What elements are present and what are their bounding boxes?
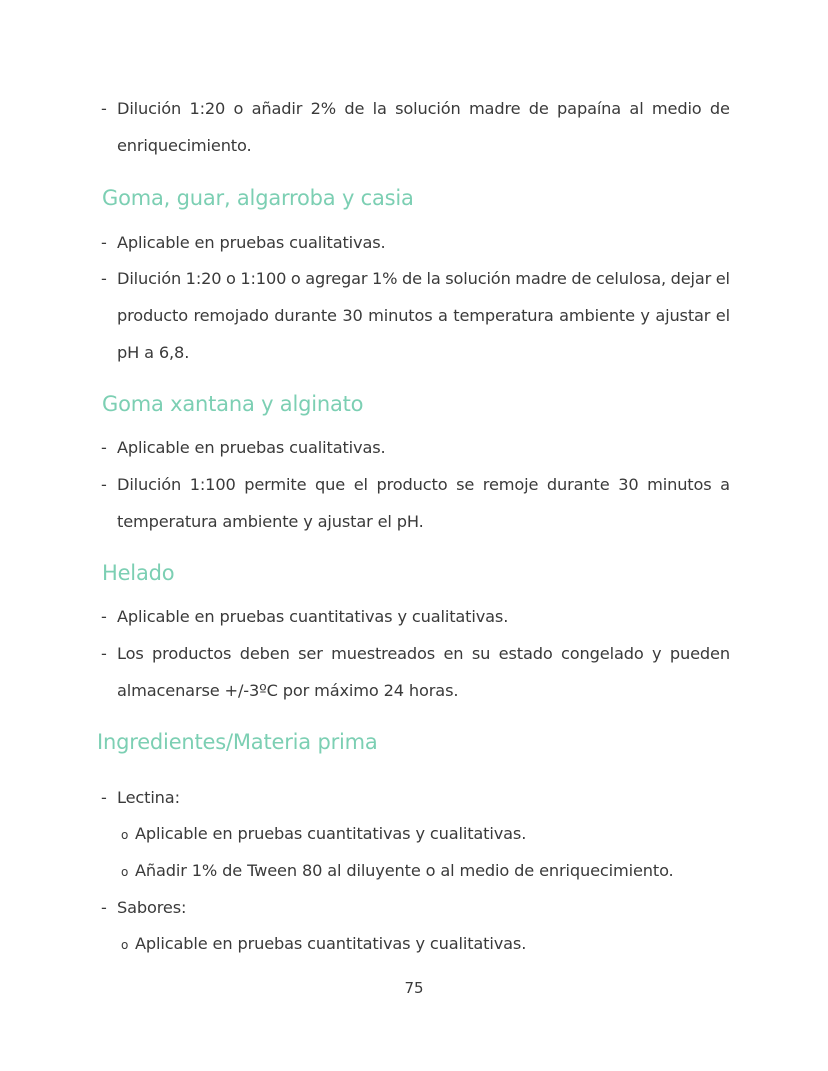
section-heading-helado: Helado	[102, 561, 175, 585]
goma-guar-bullet-2-line-2	[117, 306, 730, 326]
list-dash: -	[101, 438, 107, 457]
list-dash: -	[101, 475, 107, 494]
word: a	[438, 306, 448, 325]
word: o	[290, 269, 301, 288]
word: el	[353, 475, 368, 494]
word: temperatura	[453, 306, 554, 325]
word: deben	[239, 644, 290, 663]
list-dash: -	[101, 644, 107, 663]
word: productos	[152, 644, 232, 663]
word: y	[652, 644, 662, 663]
word: de	[571, 269, 592, 288]
word: 2%	[310, 99, 337, 118]
list-dash: -	[101, 269, 107, 288]
word: el	[715, 269, 730, 288]
word: solución	[445, 269, 511, 288]
word: remoje	[482, 475, 539, 494]
word: durante	[274, 306, 337, 325]
word: congelado	[561, 644, 644, 663]
goma-xantana-bullet-1: Aplicable en pruebas cualitativas.	[117, 438, 386, 457]
word: muestreados	[331, 644, 436, 663]
goma-guar-bullet-2-line-3: pH a 6,8.	[117, 343, 190, 362]
word: permite	[244, 475, 307, 494]
word: remojado	[193, 306, 269, 325]
word: 30	[618, 475, 639, 494]
word: agregar	[305, 269, 368, 288]
word: medio	[651, 99, 702, 118]
word: papaína	[557, 99, 622, 118]
word: 1:100	[240, 269, 287, 288]
papaina-bullet-1-line-2: enriquecimiento.	[117, 136, 252, 155]
word: Dilución	[117, 269, 182, 288]
list-dash: -	[101, 788, 107, 807]
goma-xantana-bullet-2-line-1	[117, 475, 730, 495]
helado-bullet-2-line-1	[117, 644, 730, 664]
word: o	[226, 269, 236, 288]
lectina-sub-2: Añadir 1% de Tween 80 al diluyente o al medio de enriquecimiento.	[135, 861, 674, 880]
word: y	[640, 306, 650, 325]
word: estado	[498, 644, 553, 663]
word: producto	[117, 306, 188, 325]
word: al	[629, 99, 644, 118]
goma-guar-bullet-2-line-1	[117, 269, 730, 289]
word: en	[443, 644, 464, 663]
papaina-bullet-1-line-1	[117, 99, 730, 119]
word: 1%	[372, 269, 398, 288]
sub-bullet-circle: o	[121, 865, 129, 879]
word: dejar	[670, 269, 712, 288]
word: 30	[342, 306, 363, 325]
goma-xantana-bullet-2-line-2: temperatura ambiente y ajustar el pH.	[117, 512, 424, 531]
word: durante	[546, 475, 610, 494]
goma-guar-bullet-1: Aplicable en pruebas cualitativas.	[117, 233, 386, 252]
section-heading-goma-guar: Goma, guar, algarroba y casia	[102, 186, 414, 210]
word: 1:100	[189, 475, 236, 494]
page-number: 75	[404, 979, 424, 997]
word: ajustar	[655, 306, 711, 325]
word: de	[709, 99, 730, 118]
list-dash: -	[101, 898, 107, 917]
sabores-sub-1: Aplicable en pruebas cuantitativas y cualitativas.	[135, 934, 527, 953]
word: se	[456, 475, 475, 494]
sub-bullet-circle: o	[121, 938, 129, 952]
word: madre	[468, 99, 521, 118]
word: Dilución	[117, 99, 182, 118]
word: ambiente	[559, 306, 635, 325]
word: el	[715, 306, 730, 325]
word: añadir	[251, 99, 303, 118]
word: Dilución	[117, 475, 182, 494]
word: o	[233, 99, 244, 118]
lectina-sub-1: Aplicable en pruebas cuantitativas y cualitativas.	[135, 824, 527, 843]
word: ser	[298, 644, 323, 663]
word: de	[344, 99, 365, 118]
list-dash: -	[101, 607, 107, 626]
ingredientes-sabores-label: Sabores:	[117, 898, 187, 917]
word: producto	[376, 475, 448, 494]
section-heading-ingredientes: Ingredientes/Materia prima	[97, 730, 378, 754]
word: solución	[395, 99, 461, 118]
list-dash: -	[101, 233, 107, 252]
sub-bullet-circle: o	[121, 828, 129, 842]
word: celulosa,	[595, 269, 667, 288]
word: minutos	[368, 306, 433, 325]
helado-bullet-2-line-2: almacenarse +/-3ºC por máximo 24 horas.	[117, 681, 459, 700]
word: 1:20	[185, 269, 222, 288]
word: de	[402, 269, 422, 288]
word: minutos	[647, 475, 712, 494]
word: de	[528, 99, 549, 118]
word: la	[372, 99, 387, 118]
word: 1:20	[189, 99, 226, 118]
word: Los	[117, 644, 144, 663]
word: su	[471, 644, 491, 663]
word: a	[720, 475, 730, 494]
word: pueden	[669, 644, 730, 663]
word: madre	[515, 269, 567, 288]
section-heading-goma-xantana: Goma xantana y alginato	[102, 392, 364, 416]
ingredientes-lectina-label: Lectina:	[117, 788, 180, 807]
list-dash: -	[101, 99, 107, 118]
helado-bullet-1: Aplicable en pruebas cuantitativas y cualitativas.	[117, 607, 509, 626]
word: que	[315, 475, 346, 494]
word: la	[426, 269, 441, 288]
